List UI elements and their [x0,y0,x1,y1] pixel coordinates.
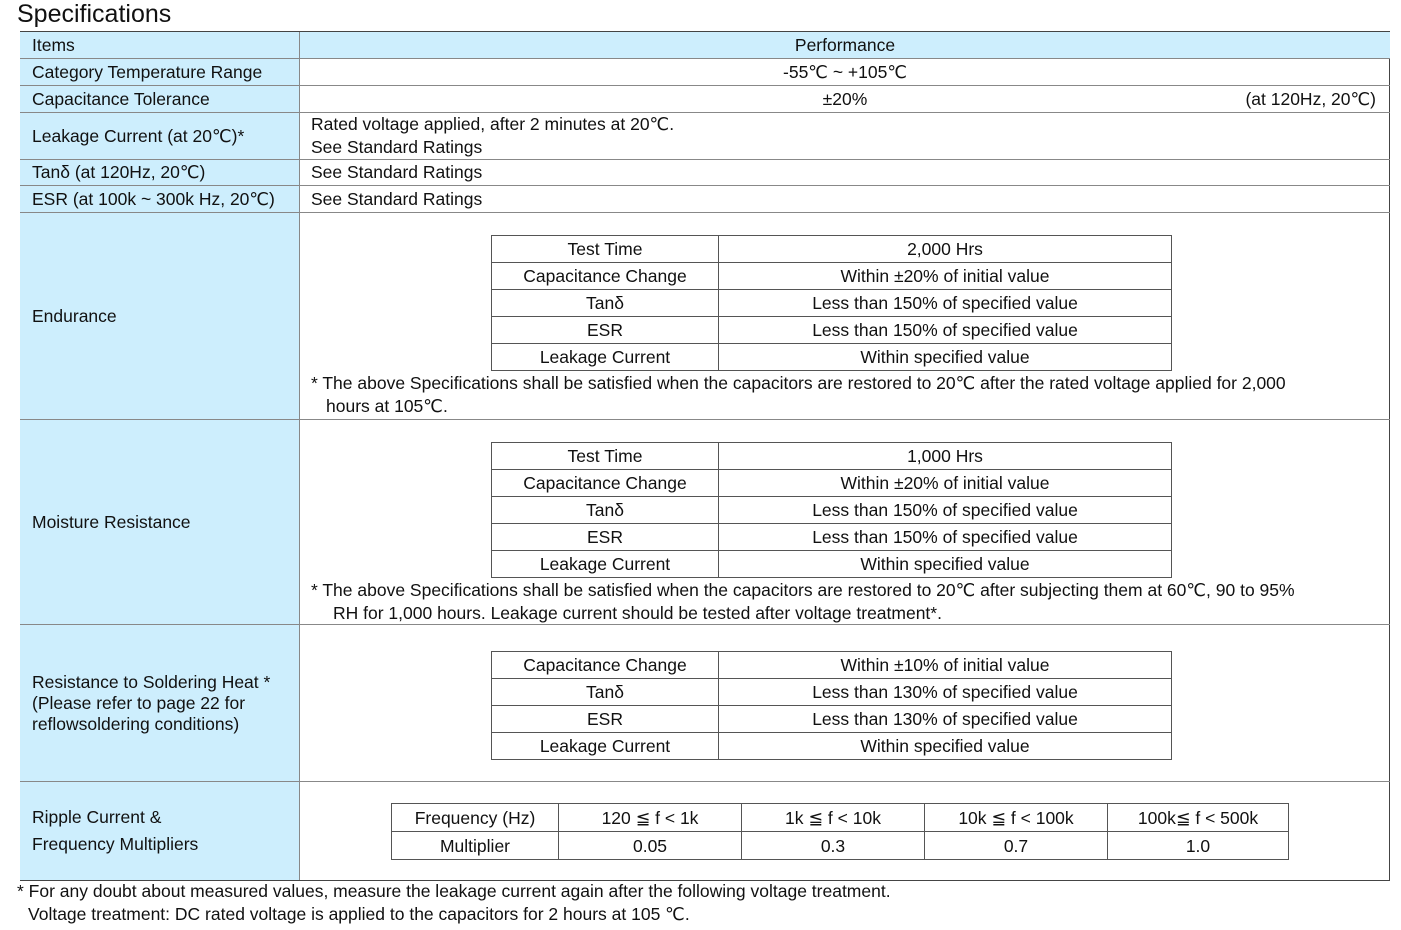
header-items [20,32,299,59]
moisture-note [311,579,1381,625]
table-cell: Leakage Current [492,344,719,371]
table-cell: Test Time [492,236,719,263]
ripple-label-line1: Ripple Current & [32,807,162,827]
temp-label: Category Temperature Range [32,61,263,82]
table-cell: 0.7 [925,832,1108,860]
row-tan-label [20,160,299,186]
table-cell: ESR [492,524,719,551]
footnote [17,880,891,926]
row-esr-value [299,186,1390,213]
table-row [492,317,1172,344]
table-cell: 1.0 [1108,832,1289,860]
table-row [492,706,1172,733]
table-cell: 120 ≦ f < 1k [559,804,742,832]
leak-line2: See Standard Ratings [311,137,483,157]
table-cell: Less than 150% of specified value [719,290,1172,317]
table-cell: Capacitance Change [492,470,719,497]
table-cell: Capacitance Change [492,652,719,679]
endurance-note-line2: hours at 105℃. [326,396,448,416]
row-esr-label [20,186,299,213]
row-temp-value [299,59,1390,86]
header-performance-label: Performance [794,34,896,55]
moisture-note-line2: RH for 1,000 hours. Leakage current should be tested after voltage treatment*. [333,603,942,623]
table-row [492,652,1172,679]
footnote-line1: * For any doubt about measured values, measure the leakage current again after the following voltage treatment. [17,881,891,901]
table-cell: Less than 150% of specified value [719,524,1172,551]
page-title: Specifications [17,0,172,28]
table-cell: Less than 130% of specified value [719,679,1172,706]
leak-line1: Rated voltage applied, after 2 minutes at 20℃. [311,114,675,134]
table-row [492,470,1172,497]
table-cell: 2,000 Hrs [719,236,1172,263]
row-temp-label [20,59,299,86]
table-row [392,832,1289,860]
table-cell: Frequency (Hz) [392,804,559,832]
table-cell: 1k ≦ f < 10k [742,804,925,832]
table-row [492,344,1172,371]
row-moisture-label [20,420,299,625]
ripple-label [32,804,198,858]
endurance-note-line1: * The above Specifications shall be satisfied when the capacitors are restored to 20℃ after the rated voltage applied for 2,000 [311,373,1286,393]
row-ripple-label [20,782,299,880]
endurance-label: Endurance [32,305,117,326]
esr-value: See Standard Ratings [311,188,483,209]
table-cell: Within specified value [719,551,1172,578]
table-cell: Multiplier [392,832,559,860]
moisture-label: Moisture Resistance [32,511,191,532]
moisture-table [491,442,1172,578]
tol-value: ±20% [822,88,868,109]
table-row [492,263,1172,290]
table-cell: Tanδ [492,497,719,524]
table-cell: Within specified value [719,344,1172,371]
ripple-table [391,803,1289,860]
table-row [492,497,1172,524]
table-row [492,733,1172,760]
row-leak-value [299,113,1390,160]
table-cell: 10k ≦ f < 100k [925,804,1108,832]
row-tol-label [20,86,299,113]
soldering-label-line3: reflowsoldering conditions) [32,713,240,734]
tol-label: Capacitance Tolerance [32,88,210,109]
table-cell: Tanδ [492,679,719,706]
tan-value: See Standard Ratings [311,162,483,182]
header-items-label: Items [32,34,75,55]
header-performance [299,32,1390,59]
endurance-table [491,235,1172,371]
table-cell: 1,000 Hrs [719,443,1172,470]
endurance-note [311,372,1381,418]
row-endurance-label [20,213,299,420]
soldering-table [491,651,1172,760]
soldering-label-line1: Resistance to Soldering Heat * [32,671,271,692]
tol-condition: (at 120Hz, 20℃) [1245,88,1376,109]
table-cell: Leakage Current [492,733,719,760]
table-row [492,443,1172,470]
table-cell: Tanδ [492,290,719,317]
leak-label: Leakage Current (at 20℃)* [32,125,245,146]
table-row [492,236,1172,263]
table-cell: Leakage Current [492,551,719,578]
row-soldering-label [20,625,299,782]
table-cell: 100k≦ f < 500k [1108,804,1289,832]
table-cell: Within specified value [719,733,1172,760]
table-cell: Within ±10% of initial value [719,652,1172,679]
table-cell: Less than 130% of specified value [719,706,1172,733]
table-cell: ESR [492,706,719,733]
table-cell: Within ±20% of initial value [719,470,1172,497]
table-cell: Capacitance Change [492,263,719,290]
table-cell: Test Time [492,443,719,470]
temp-value: -55℃ ~ +105℃ [783,61,907,82]
row-leak-label [20,113,299,160]
table-row [392,804,1289,832]
soldering-label-line2: (Please refer to page 22 for [32,692,246,713]
table-cell: Within ±20% of initial value [719,263,1172,290]
table-cell: 0.05 [559,832,742,860]
table-cell: 0.3 [742,832,925,860]
footnote-line2: Voltage treatment: DC rated voltage is applied to the capacitors for 2 hours at 105 ℃. [28,904,690,924]
table-row [492,524,1172,551]
tan-label: Tanδ (at 120Hz, 20℃) [32,162,206,182]
table-cell: ESR [492,317,719,344]
table-row [492,551,1172,578]
table-row [492,290,1172,317]
moisture-note-line1: * The above Specifications shall be satisfied when the capacitors are restored to 20℃ after subjecting them at 60℃, 90 to 95% [311,580,1295,600]
row-tan-value [299,160,1390,186]
esr-label: ESR (at 100k ~ 300k Hz, 20℃) [32,188,275,209]
ripple-label-line2: Frequency Multipliers [32,834,199,854]
table-cell: Less than 150% of specified value [719,317,1172,344]
table-row [492,679,1172,706]
table-cell: Less than 150% of specified value [719,497,1172,524]
row-tol-value [299,86,1390,113]
soldering-label [32,672,270,735]
